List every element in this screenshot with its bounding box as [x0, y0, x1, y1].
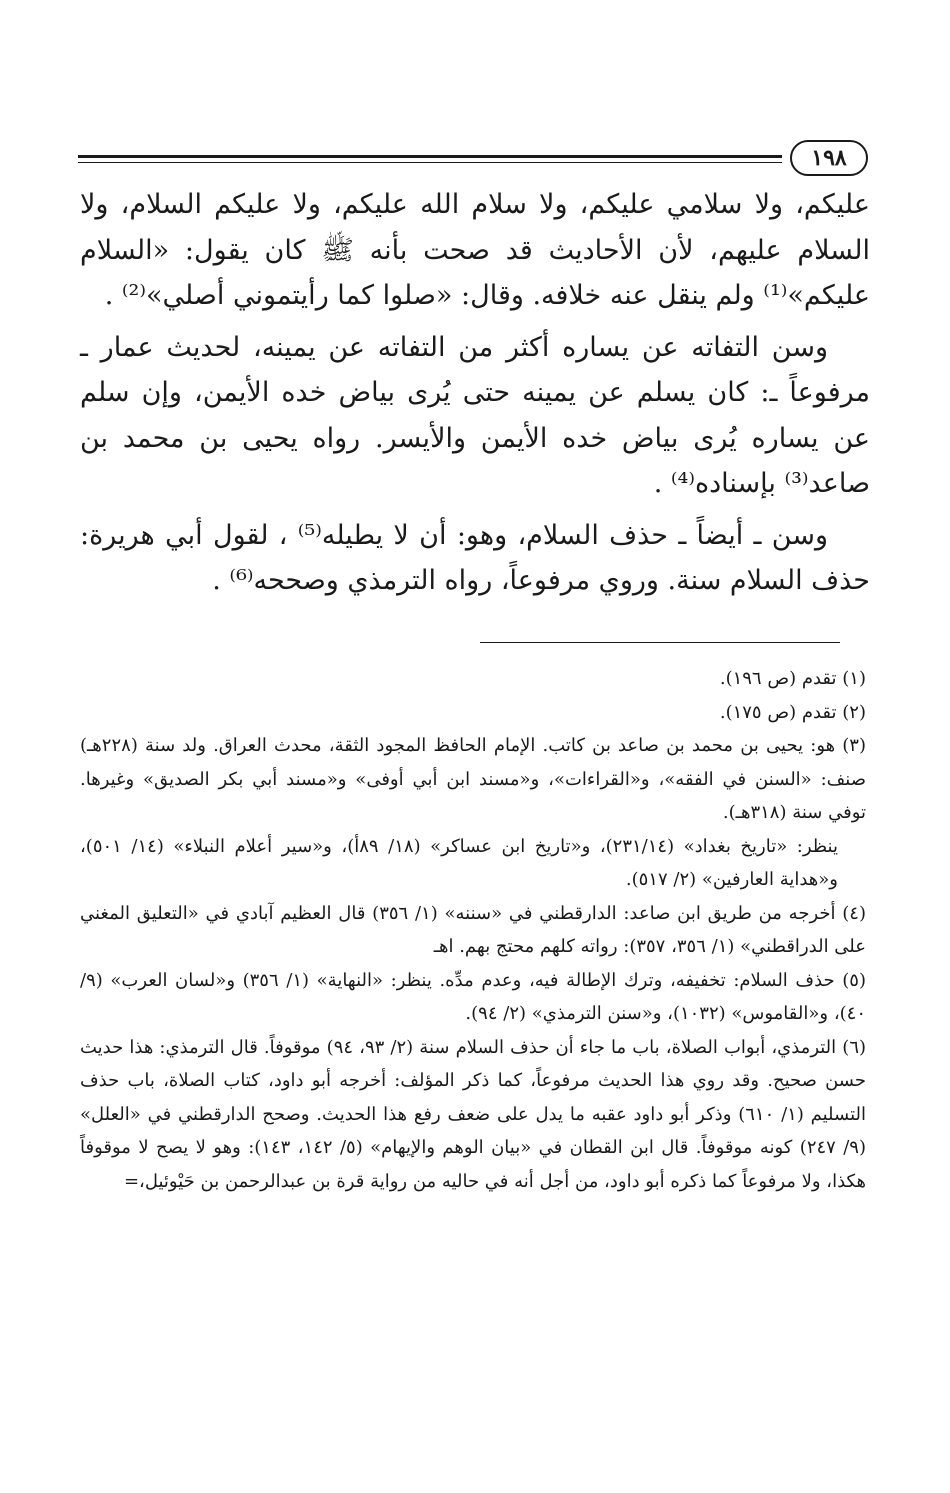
main-paragraph: عليكم، ولا سلامي عليكم، ولا سلام الله عليكم، ولا عليكم السلام، ولا السلام عليهم، لأن الأحاديث قد صحت بأنه ﷺ كان يقول: «السلام عليكم»⁽¹⁾ ولم ينقل عنه خلافه. وقال: «صلوا كما رأيتموني أصلي»⁽²⁾ .: [80, 189, 870, 311]
page-number: ١٩٨: [811, 145, 847, 171]
footnote-3-continuation: ينظر: «تاريخ بغداد» (٢٣١/١٤)، و«تاريخ ابن عساكر» (١٨/ ٨٩أ)، و«سير أعلام النبلاء» (١٤/ ٥٠١)، و«هداية العارفين» (٢/ ٥١٧).: [80, 835, 838, 890]
footnotes: [80, 662, 866, 1198]
page-number-badge: [790, 140, 868, 176]
page-header: [78, 140, 868, 180]
footnote-6: (٦) الترمذي، أبواب الصلاة، باب ما جاء أن حذف السلام سنة (٢/ ٩٣، ٩٤) موقوفاً. قال الترمذي: هذا حديث حسن صحيح. وقد روي هذا الحديث مرفوعاً، كما ذكر المؤلف: أخرجه أبو داود، كتاب الصلاة، باب حذف التسليم (١/ ٦١٠) وذكر أبو داود عقبه ما يدل على ضعف رفع هذا الحديث. وصحح الدارقطني في «العلل» (٩/ ٢٤٧) كونه موقوفاً. قال ابن القطان في «بيان الوهم والإيهام» (٥/ ١٤٢، ١٤٣): وهو لا يصح لا موقوفاً هكذا، ولا مرفوعاً كما ذكره أبو داود، من أجل أنه في حاليه من رواية قرة بن عبدالرحمن بن حَيْوئيل،=: [80, 1036, 867, 1192]
header-rule-thin: [78, 162, 782, 163]
header-rule-thick: [78, 155, 782, 158]
footnote-4: (٤) أخرجه من طريق ابن صاعد: الدارقطني في «سننه» (١/ ٣٥٦) قال العظيم آبادي في «التعليق المغني على الدراقطني» (١/ ٣٥٦، ٣٥٧): رواته كلهم محتج بهم. اهـ: [80, 902, 866, 957]
main-text: [80, 182, 870, 604]
main-paragraph: وسن التفاته عن يساره أكثر من التفاته عن يمينه، لحديث عمار ـ مرفوعاً ـ: كان يسلم عن يمينه حتى يُرى بياض خده الأيمن، وإن سلم عن يساره يُرى بياض خده الأيمن والأيسر. رواه يحيى بن محمد بن صاعد⁽³⁾ بإسناده⁽⁴⁾ .: [80, 331, 870, 499]
footnote-separator: [480, 642, 840, 643]
footnote-1: (١) تقدم (ص ١٩٦).: [719, 668, 866, 689]
footnote-3: (٣) هو: يحيى بن محمد بن صاعد بن كاتب. الإمام الحافظ المجود الثقة، محدث العراق. ولد سنة (٢٢٨هـ) صنف: «السنن في الفقه»، و«القراءات»، و«مسند ابن أبي أوفى» و«مسند أبي بكر الصديق» وغيرها. توفي سنة (٣١٨هـ).: [80, 735, 866, 823]
footnote-5: (٥) حذف السلام: تخفيفه، وترك الإطالة فيه، وعدم مدِّه. ينظر: «النهاية» (١/ ٣٥٦) و«لسان العرب» (٩/ ٤٠)، و«القاموس» (١٠٣٢)، و«سنن الترمذي» (٢/ ٩٤).: [80, 969, 866, 1024]
footnote-2: (٢) تقدم (ص ١٧٥).: [719, 701, 866, 723]
main-paragraph: وسن ـ أيضاً ـ حذف السلام، وهو: أن لا يطيله⁽⁵⁾ ، لقول أبي هريرة: حذف السلام سنة. وروي مرفوعاً، رواه الترمذي وصححه⁽⁶⁾ .: [80, 519, 870, 596]
